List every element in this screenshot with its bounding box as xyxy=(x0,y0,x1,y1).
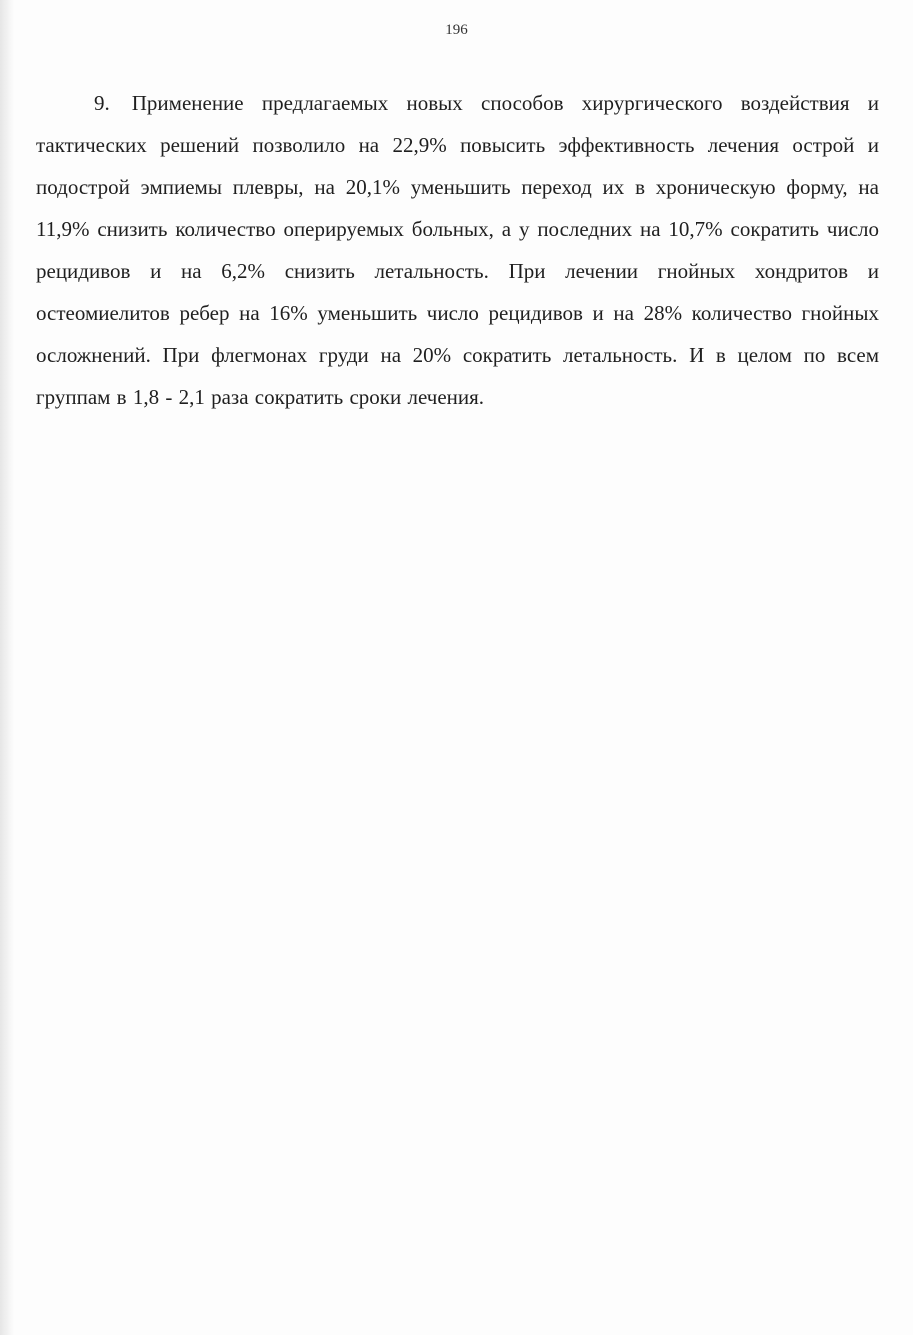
paragraph-text: Применение предлагаемых новых способов хирургического воздействия и тактических решений позволило на 22,9% повысить эффективность лечения острой и подострой эмпиемы плевры, на 20,1% уменьшить переход их в хроническую форму, на 11,9% снизить количество оперируемых больных, а у последних на 10,7% сократить число рецидивов и на 6,2% снизить летальность. При лечении гнойных хондритов и остеомиелитов ребер на 16% уменьшить число рецидивов и на 28% количество гнойных осложнений. При флегмонах груди на 20% сократить летальность. И в целом по всем группам в 1,8 - 2,1 раза сократить сроки лечения. xyxy=(36,91,879,409)
body-text xyxy=(36,82,879,418)
paragraph-conclusion-9 xyxy=(36,82,879,418)
scan-edge-shadow xyxy=(0,0,14,1335)
page-number: 196 xyxy=(445,22,468,38)
item-number: 9. xyxy=(94,91,110,115)
